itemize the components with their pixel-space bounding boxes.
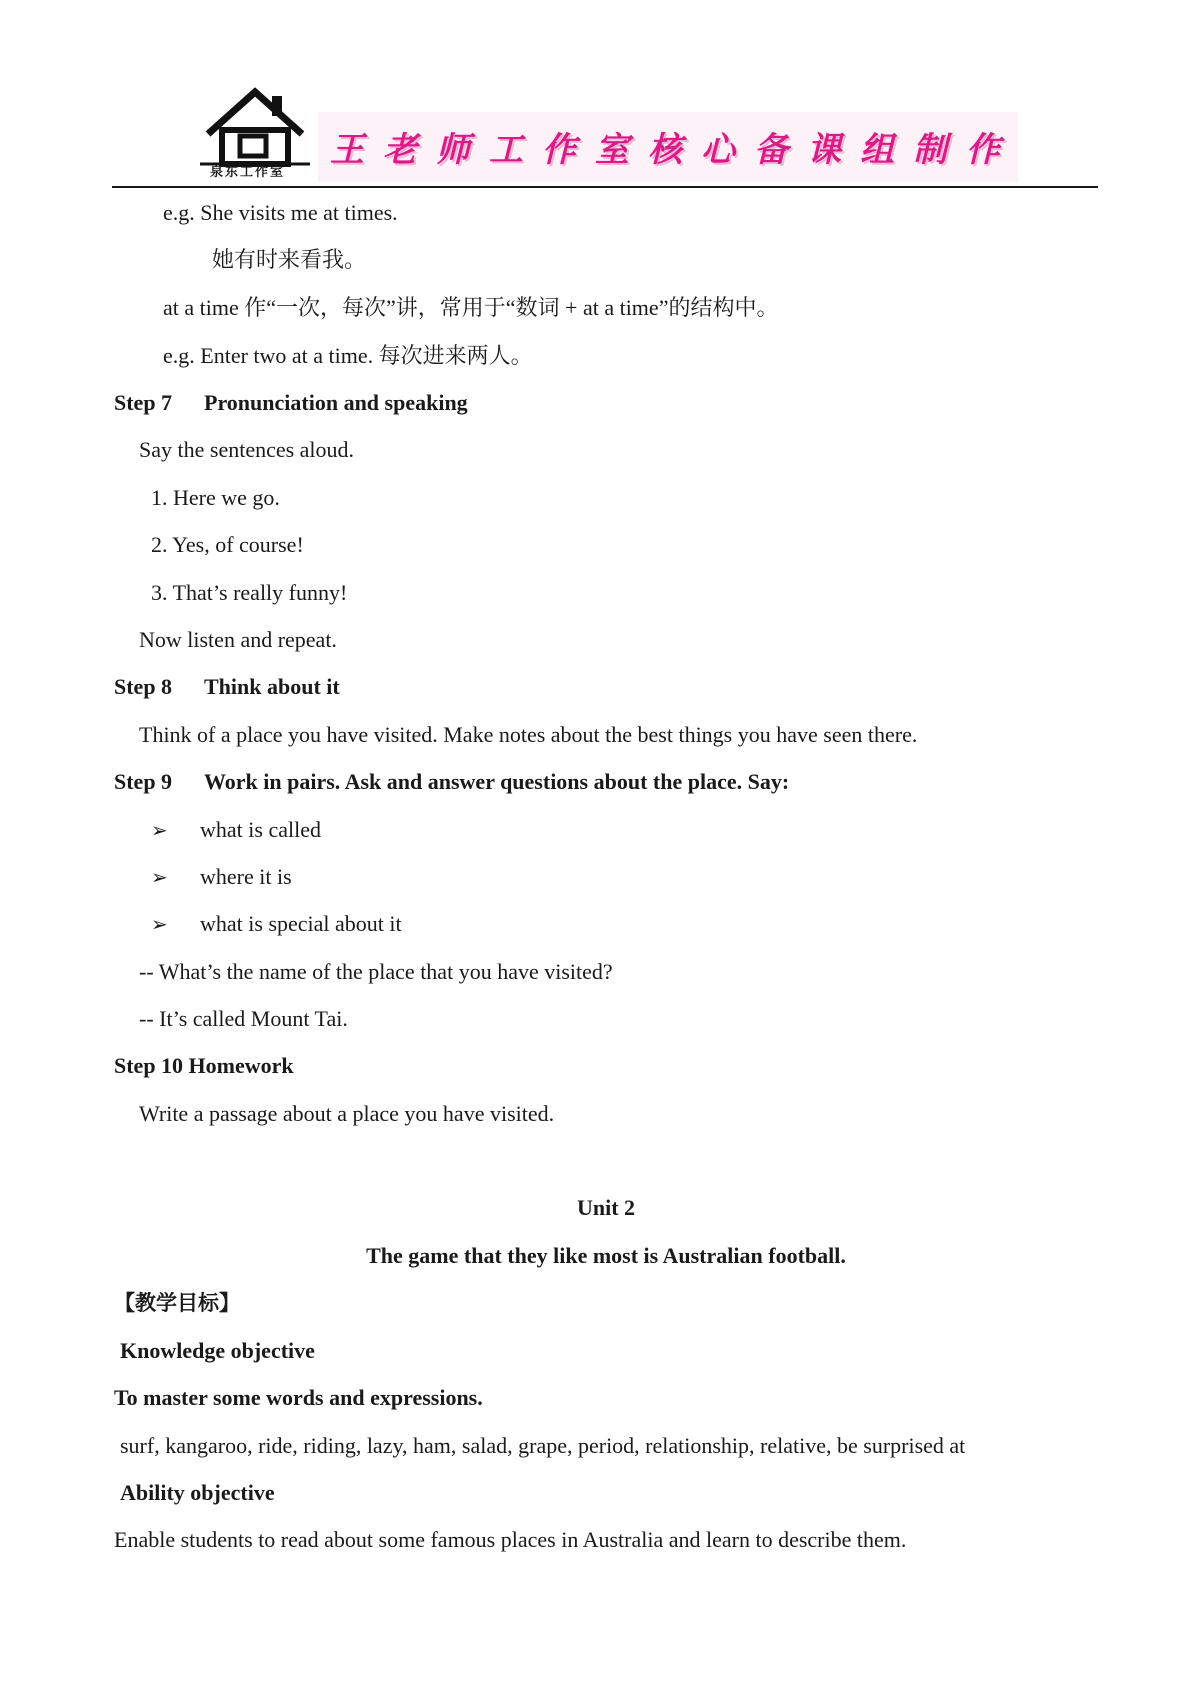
step-title: Think about it [204,674,340,699]
banner-text: 王老师工作室核心备课组制作 [330,130,1019,170]
list-item: what is special about it [200,911,402,936]
instruction-text: Say the sentences aloud. [139,437,355,462]
step-number: Step 9 [114,769,173,794]
section-heading: Ability objective [120,1480,275,1505]
example-sentence: e.g. She visits me at times. [163,200,398,225]
list-item: 1. Here we go. [151,485,280,510]
step-heading [114,769,789,795]
list-item: 3. That’s really funny! [151,580,348,605]
vocabulary-list: surf, kangaroo, ride, riding, lazy, ham, salad, grape, period, relationship, relative, be surprised at [120,1433,966,1458]
example-sentence: e.g. Enter two at a time. 每次进来两人。 [163,343,533,368]
arrow-bullet-icon: ➢ [151,818,168,842]
list-item: what is called [200,817,321,842]
step-heading [114,390,468,416]
unit-title: Unit 2 [576,1195,636,1220]
arrow-bullet-icon: ➢ [151,865,168,889]
studio-banner [318,112,1018,182]
usage-note: at a time 作“一次，每次”讲，常用于“数词 + at a time”的结构中。 [163,295,779,320]
dialogue-line: -- It’s called Mount Tai. [139,1006,348,1031]
instruction-text: Think of a place you have visited. Make notes about the best things you have seen there. [139,722,918,747]
page-header [0,0,1200,190]
step-heading [114,674,340,700]
section-heading: Knowledge objective [120,1338,315,1363]
logo-caption: 泉东工作室 [210,165,286,180]
unit-subtitle: The game that they like most is Australian football. [366,1243,846,1268]
instruction-text: Now listen and repeat. [139,627,337,652]
step-heading: Step 10 Homework [114,1053,294,1078]
section-heading: To master some words and expressions. [114,1385,483,1410]
dialogue-line: -- What’s the name of the place that you have visited? [139,959,613,984]
instruction-text: Write a passage about a place you have visited. [139,1101,555,1126]
step-title: Pronunciation and speaking [204,390,468,415]
arrow-bullet-icon: ➢ [151,912,168,936]
objectives-heading: 【教学目标】 [114,1291,240,1315]
header-rule [112,186,1098,188]
objective-text: Enable students to read about some famous places in Australia and learn to describe them. [114,1527,907,1552]
step-number: Step 7 [114,390,173,415]
step-title: Work in pairs. Ask and answer questions about the place. Say: [204,769,790,794]
list-item: 2. Yes, of course! [151,532,304,557]
example-translation: 她有时来看我。 [212,247,367,272]
list-item: where it is [200,864,292,889]
step-number: Step 8 [114,674,173,699]
